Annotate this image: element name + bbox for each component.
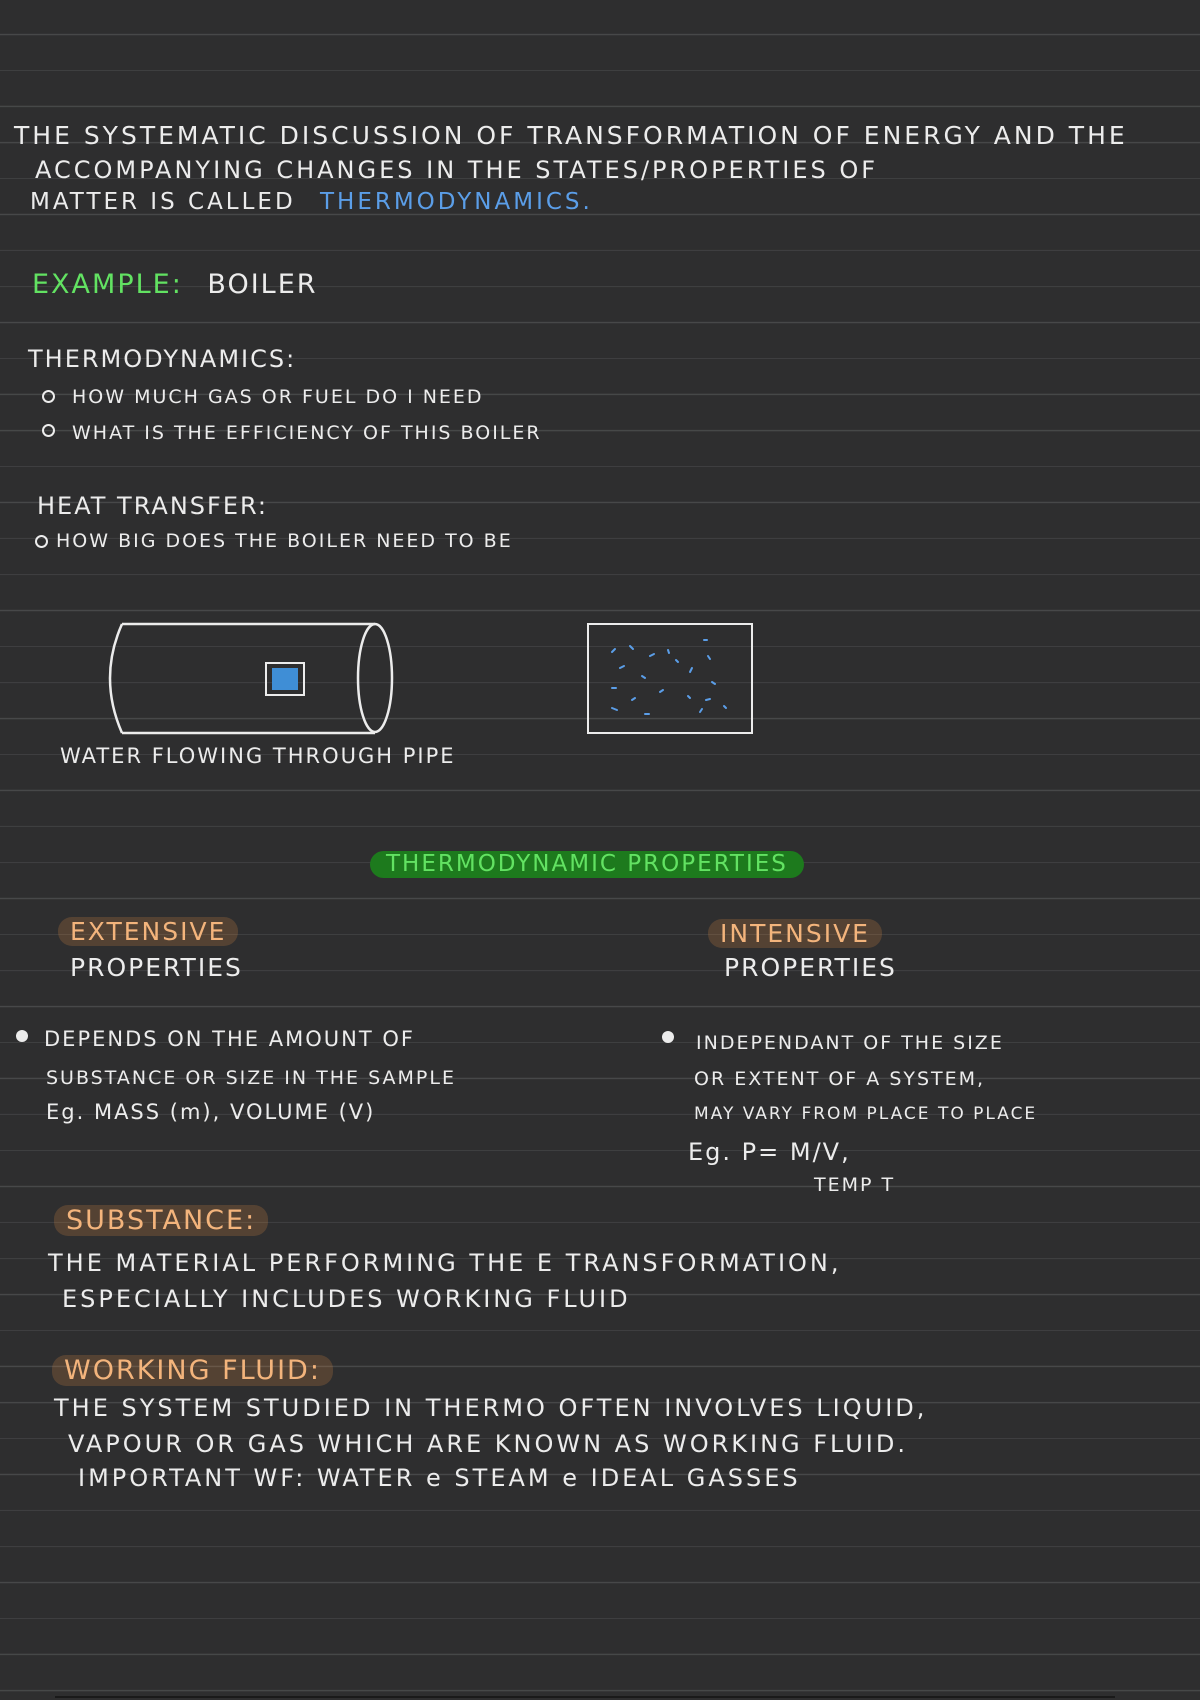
- thermodynamics-term: THERMODYNAMICS.: [319, 189, 593, 215]
- bullet-icon: [662, 1031, 674, 1043]
- example-label: EXAMPLE:: [32, 269, 183, 300]
- extensive-line-2: SUBSTANCE OR SIZE IN THE SAMPLE: [46, 1067, 456, 1089]
- intensive-line-3: MAY VARY FROM PLACE TO PLACE: [694, 1104, 1038, 1124]
- intensive-line-1: INDEPENDANT OF THE SIZE: [696, 1032, 1004, 1054]
- heat-transfer-heading: HEAT TRANSFER:: [37, 492, 269, 520]
- heat-item-1: HOW BIG DOES THE BOILER NEED TO BE: [56, 530, 513, 552]
- bullet-icon: [35, 535, 48, 548]
- working-fluid-heading: WORKING FLUID:: [52, 1355, 333, 1386]
- example-value: BOILER: [207, 269, 318, 300]
- working-fluid-line-3: IMPORTANT WF: WATER e STEAM e IDEAL GASSES: [78, 1464, 801, 1492]
- intensive-subtitle: PROPERTIES: [724, 953, 897, 982]
- intro-line-3-prefix: MATTER IS CALLED: [30, 189, 296, 215]
- working-fluid-line-1: THE SYSTEM STUDIED IN THERMO OFTEN INVOLVES LIQUID,: [54, 1394, 928, 1422]
- example-row: [32, 271, 318, 298]
- intensive-line-2: OR EXTENT OF A SYSTEM,: [694, 1068, 986, 1090]
- bottom-divider: [55, 1696, 1115, 1698]
- extensive-title: EXTENSIVE: [58, 917, 238, 946]
- properties-title: THERMODYNAMIC PROPERTIES: [370, 851, 804, 878]
- intensive-title: INTENSIVE: [708, 919, 882, 948]
- extensive-subtitle: PROPERTIES: [70, 953, 243, 982]
- thermo-item-1: HOW MUCH GAS OR FUEL DO I NEED: [72, 386, 484, 408]
- extensive-line-3: Eg. MASS (m), VOLUME (V): [46, 1100, 376, 1124]
- bullet-icon: [16, 1030, 28, 1042]
- thermo-item-2: WHAT IS THE EFFICIENCY OF THIS BOILER: [72, 422, 542, 444]
- extensive-line-1: DEPENDS ON THE AMOUNT OF: [44, 1027, 415, 1051]
- intro-line-1: THE SYSTEMATIC DISCUSSION OF TRANSFORMATION OF ENERGY AND THE: [14, 121, 1128, 150]
- intensive-line-4: Eg. P= M/V,: [688, 1138, 851, 1166]
- working-fluid-line-2: VAPOUR OR GAS WHICH ARE KNOWN AS WORKING FLUID.: [68, 1430, 908, 1458]
- bullet-icon: [42, 424, 55, 437]
- intensive-line-5: TEMP T: [814, 1174, 896, 1196]
- bullet-icon: [42, 390, 55, 403]
- intro-line-3: [30, 191, 593, 214]
- substance-heading: SUBSTANCE:: [54, 1205, 268, 1236]
- substance-line-2: ESPECIALLY INCLUDES WORKING FLUID: [62, 1285, 631, 1313]
- substance-line-1: THE MATERIAL PERFORMING THE E TRANSFORMATION,: [48, 1249, 842, 1277]
- thermodynamics-heading: THERMODYNAMICS:: [28, 345, 297, 373]
- intro-line-2: ACCOMPANYING CHANGES IN THE STATES/PROPERTIES OF: [35, 156, 879, 184]
- pipe-caption: WATER FLOWING THROUGH PIPE: [60, 744, 456, 768]
